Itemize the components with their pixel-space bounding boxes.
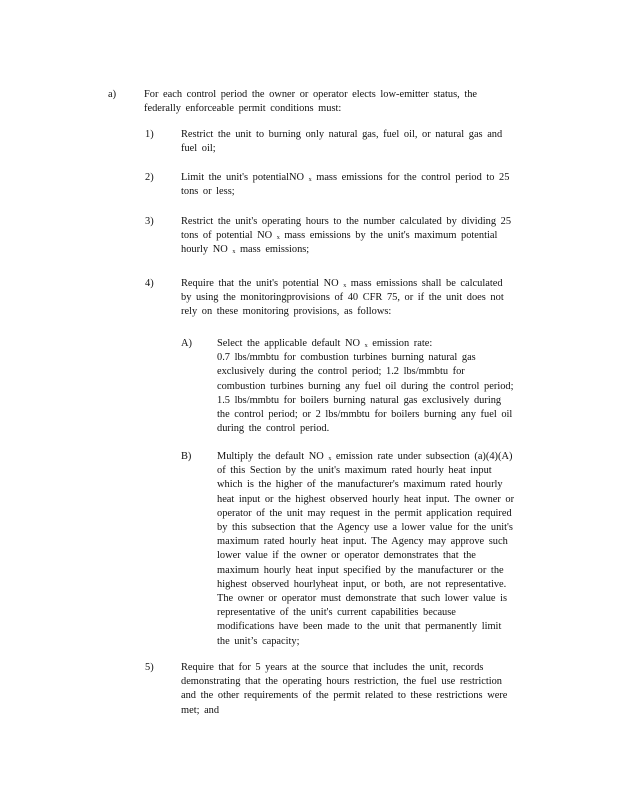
text-line: For each control period the owner or operator elects low-emitter status, the	[144, 89, 478, 100]
text-line: Multiply the default NO ₓ emission rate under subsection (a)(4)(A)	[217, 451, 513, 462]
text-line: the control period; or 2 lbs/mmbtu for boilers burning any fuel oil	[217, 409, 513, 421]
paragraph-label: a)	[108, 89, 117, 100]
text-line: by this subsection that the Agency use a lower value for the unit's	[217, 522, 513, 534]
sub-item-label: B)	[181, 451, 192, 462]
text-line: 0.7 lbs/mmbtu for combustion turbines burning natural gas	[217, 352, 476, 364]
text-line: Select the applicable default NO ₓ emission rate:	[217, 338, 433, 349]
text-line: combustion turbines burning any fuel oil during the control period;	[217, 380, 514, 392]
item-label: 4)	[145, 278, 154, 289]
text-line: lower value if the owner or operator demonstrates that the	[217, 550, 476, 562]
text-line: met; and	[181, 704, 220, 716]
item-label: 2)	[145, 172, 154, 183]
text-line: representative of the unit's current capabilities because	[217, 607, 456, 619]
text-line: Limit the unit's potentialNO ₓ mass emissions for the control period to 25	[181, 172, 510, 183]
item-label: 1)	[145, 129, 154, 140]
text-line: Restrict the unit to burning only natural gas, fuel oil, or natural gas and	[181, 129, 503, 140]
text-line: fuel oil;	[181, 143, 216, 155]
text-line: demonstrating that the operating hours restriction, the fuel use restriction	[181, 676, 502, 688]
text-line: hourly NO ₓ mass emissions;	[181, 244, 310, 256]
text-line: during the control period.	[217, 423, 330, 435]
text-line: by using the monitoringprovisions of 40 CFR 75, or if the unit does not	[181, 292, 504, 304]
item-text	[181, 277, 581, 320]
text-line: The owner or operator must demonstrate that such lower value is	[217, 593, 508, 605]
item-label: 5)	[145, 662, 154, 673]
item-label: 3)	[145, 216, 154, 227]
item-text	[181, 215, 581, 258]
text-line: federally enforceable permit conditions must:	[144, 103, 342, 115]
text-line: rely on these monitoring provisions, as follows:	[181, 306, 392, 318]
text-line: Require that the unit's potential NO ₓ mass emissions shall be calculated	[181, 278, 503, 289]
item-text	[181, 171, 581, 199]
sub-item-text	[217, 450, 577, 649]
item-text	[181, 661, 581, 718]
text-line: heat input or the highest observed hourly heat input. The owner or	[217, 493, 515, 505]
sub-item-label: A)	[181, 338, 192, 349]
item-text	[181, 128, 581, 156]
text-line: 1.5 lbs/mmbtu for boilers burning natural gas exclusively during	[217, 394, 502, 406]
text-line: Require that for 5 years at the source that includes the unit, records	[181, 662, 484, 673]
text-line: highest observed hourlyheat input, or both, are not representative.	[217, 578, 507, 590]
text-line: modifications have been made to the unit that permanently limit	[217, 621, 502, 633]
text-line: the unit’s capacity;	[217, 635, 300, 647]
text-line: and the other requirements of the permit related to these restrictions were	[181, 690, 508, 702]
text-line: maximum hourly heat input specified by the manufacturer or the	[217, 564, 504, 576]
text-line: which is the higher of the manufacturer's maximum rated hourly	[217, 479, 503, 491]
text-line: operator of the unit may request in the permit application required	[217, 507, 512, 519]
text-line: exclusively during the control period; 1.2 lbs/mmbtu for	[217, 366, 465, 378]
text-line: maximum rated hourly heat input. The Agency may approve such	[217, 536, 508, 548]
text-line: tons of potential NO ₓ mass emissions by the unit's maximum potential	[181, 230, 498, 242]
sub-item-text	[217, 337, 577, 436]
text-line: tons or less;	[181, 186, 235, 198]
paragraph-text	[144, 88, 564, 116]
text-line: of this Section by the unit's maximum rated hourly heat input	[217, 465, 492, 477]
text-line: Restrict the unit's operating hours to the number calculated by dividing 25	[181, 216, 512, 227]
